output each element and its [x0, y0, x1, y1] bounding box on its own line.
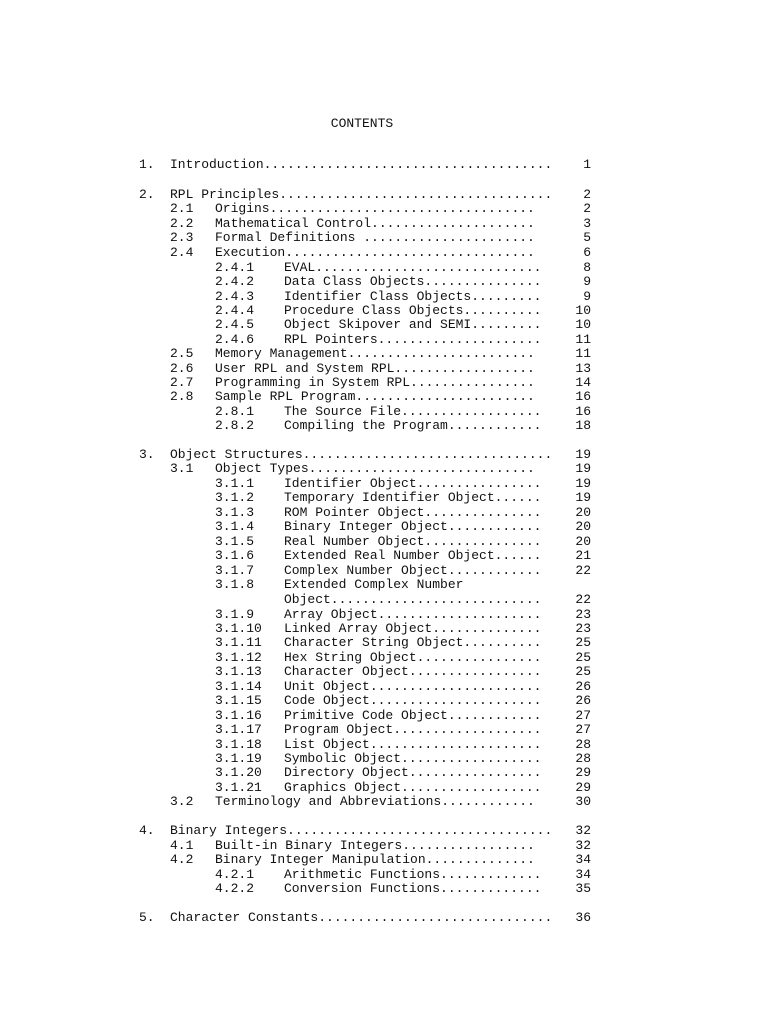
toc-section-number: 3.2	[170, 794, 194, 809]
toc-section-title: Symbolic Object..................	[284, 751, 542, 766]
toc-entry	[0, 231, 600, 246]
toc-section-number: 3.1.21	[215, 780, 262, 795]
toc-entry	[0, 766, 600, 781]
toc-page-number: 26	[575, 679, 591, 694]
toc-page-number: 18	[575, 418, 591, 433]
toc-entry	[0, 578, 600, 593]
toc-section-number: 2.8.1	[215, 404, 255, 419]
toc-section-title: User RPL and System RPL..................	[215, 361, 535, 376]
toc-section-number: 3.1.5	[215, 534, 255, 549]
toc-page-number: 9	[583, 289, 591, 304]
toc-section-title: Temporary Identifier Object......	[284, 490, 542, 505]
toc-section-number: 3.1.3	[215, 505, 255, 520]
toc-section-title: Memory Management........................	[215, 346, 535, 361]
toc-section-title: Hex String Object................	[284, 650, 542, 665]
toc-entry	[0, 462, 600, 477]
toc-section-title: RPL Pointers.....................	[284, 332, 542, 347]
toc-page-number: 20	[575, 519, 591, 534]
toc-section-title: Data Class Objects...............	[284, 274, 542, 289]
toc-entry	[0, 491, 600, 506]
toc-page-number: 1	[583, 157, 591, 172]
toc-section-number: 2.6	[170, 361, 194, 376]
toc-page-number: 11	[575, 332, 591, 347]
toc-page-number: 27	[575, 722, 591, 737]
toc-entry	[0, 723, 600, 738]
toc-page-number: 10	[575, 317, 591, 332]
toc-section-title: Graphics Object..................	[284, 780, 542, 795]
toc-entry	[0, 694, 600, 709]
toc-page-number: 25	[575, 635, 591, 650]
toc-page-number: 2	[583, 187, 591, 202]
toc-section-number: 4.1	[170, 838, 194, 853]
toc-section-number: 5.	[139, 910, 155, 925]
toc-section-number: 3.1.10	[215, 621, 262, 636]
toc-page-number: 19	[575, 490, 591, 505]
toc-section-title: Character Constants..............................	[170, 910, 553, 925]
toc-page-number: 22	[575, 563, 591, 578]
toc-entry	[0, 911, 600, 926]
toc-entry	[0, 549, 600, 564]
toc-section-number: 3.	[139, 447, 155, 462]
toc-section-number: 2.4.6	[215, 332, 255, 347]
toc-section-number: 3.1	[170, 461, 194, 476]
toc-entry	[0, 158, 600, 173]
toc-section-number: 2.3	[170, 230, 194, 245]
toc-page-number: 29	[575, 780, 591, 795]
toc-section-title: Object...........................	[284, 592, 542, 607]
toc-page-number: 11	[575, 346, 591, 361]
toc-section-title: Character String Object..........	[284, 635, 542, 650]
toc-page-number: 34	[575, 852, 591, 867]
toc-section-number: 3.1.2	[215, 490, 255, 505]
toc-section-number: 3.1.7	[215, 563, 255, 578]
toc-page-number: 23	[575, 607, 591, 622]
toc-section-number: 3.1.4	[215, 519, 255, 534]
toc-section-number: 4.2	[170, 852, 194, 867]
toc-section-number: 2.4.5	[215, 317, 255, 332]
toc-page-number: 22	[575, 592, 591, 607]
toc-entry	[0, 593, 600, 608]
toc-section-title: Character Object.................	[284, 664, 542, 679]
toc-section-title: EVAL.............................	[284, 260, 542, 275]
toc-section-number: 3.1.19	[215, 751, 262, 766]
toc-entry	[0, 275, 600, 290]
toc-entry	[0, 795, 600, 810]
toc-section-title: Object Skipover and SEMI.........	[284, 317, 542, 332]
toc-page-number: 16	[575, 389, 591, 404]
toc-section-number: 4.	[139, 823, 155, 838]
toc-entry	[0, 347, 600, 362]
toc-section-number: 2.1	[170, 201, 194, 216]
toc-section-title: Introduction.....................................	[170, 157, 553, 172]
toc-entry	[0, 665, 600, 680]
toc-section-number: 2.4	[170, 245, 194, 260]
toc-page-number: 14	[575, 375, 591, 390]
toc-section-number: 2.2	[170, 216, 194, 231]
toc-entry	[0, 390, 600, 405]
toc-section-number: 2.4.4	[215, 303, 255, 318]
toc-page-number: 35	[575, 881, 591, 896]
toc-entry	[0, 824, 600, 839]
toc-section-title: ROM Pointer Object...............	[284, 505, 542, 520]
toc-entry	[0, 882, 600, 897]
toc-page-number: 36	[575, 910, 591, 925]
toc-section-title: Linked Array Object..............	[284, 621, 542, 636]
contents-heading: CONTENTS	[330, 116, 394, 131]
toc-page-number: 20	[575, 534, 591, 549]
toc-section-number: 3.1.13	[215, 664, 262, 679]
toc-page-number: 32	[575, 838, 591, 853]
toc-entry	[0, 202, 600, 217]
toc-page-number: 6	[583, 245, 591, 260]
toc-section-number: 1.	[139, 157, 155, 172]
toc-page-number: 21	[575, 548, 591, 563]
toc-section-title: Identifier Class Objects.........	[284, 289, 542, 304]
toc-section-title: Built-in Binary Integers.................	[215, 838, 535, 853]
toc-page-number: 34	[575, 867, 591, 882]
toc-page-number: 5	[583, 230, 591, 245]
toc-page-number: 28	[575, 751, 591, 766]
toc-entry	[0, 520, 600, 535]
toc-section-title: Sample RPL Program.......................	[215, 389, 535, 404]
toc-section-number: 3.1.1	[215, 476, 255, 491]
toc-page-number: 16	[575, 404, 591, 419]
toc-section-title: Execution................................	[215, 245, 535, 260]
toc-page-number: 23	[575, 621, 591, 636]
toc-page-number: 19	[575, 447, 591, 462]
toc-section-title: Conversion Functions.............	[284, 881, 542, 896]
toc-section-number: 3.1.6	[215, 548, 255, 563]
toc-section-title: Program Object...................	[284, 722, 542, 737]
toc-section-title: Extended Complex Number	[284, 577, 464, 592]
toc-section-title: Arithmetic Functions.............	[284, 867, 542, 882]
toc-page-number: 10	[575, 303, 591, 318]
toc-section-title: Binary Integers..................................	[170, 823, 553, 838]
toc-section-number: 3.1.14	[215, 679, 262, 694]
toc-page-number: 20	[575, 505, 591, 520]
toc-page-number: 2	[583, 201, 591, 216]
toc-page-number: 8	[583, 260, 591, 275]
toc-section-title: Unit Object......................	[284, 679, 542, 694]
toc-section-title: The Source File..................	[284, 404, 542, 419]
toc-section-number: 2.7	[170, 375, 194, 390]
toc-page-number: 25	[575, 664, 591, 679]
toc-section-number: 3.1.8	[215, 577, 255, 592]
toc-page-number: 30	[575, 794, 591, 809]
toc-section-title: Formal Definitions ......................	[215, 230, 535, 245]
toc-page-number: 9	[583, 274, 591, 289]
toc-section-number: 2.8	[170, 389, 194, 404]
toc-section-title: Procedure Class Objects..........	[284, 303, 542, 318]
toc-section-title: Primitive Code Object............	[284, 708, 542, 723]
toc-page-number: 32	[575, 823, 591, 838]
toc-section-number: 2.4.3	[215, 289, 255, 304]
toc-section-title: RPL Principles...................................	[170, 187, 553, 202]
toc-section-number: 3.1.17	[215, 722, 262, 737]
toc-section-title: Mathematical Control.....................	[215, 216, 535, 231]
toc-page-number: 19	[575, 461, 591, 476]
toc-section-number: 3.1.16	[215, 708, 262, 723]
toc-page-number: 13	[575, 361, 591, 376]
toc-section-number: 2.4.1	[215, 260, 255, 275]
toc-section-title: Identifier Object................	[284, 476, 542, 491]
toc-section-number: 3.1.12	[215, 650, 262, 665]
toc-entry	[0, 636, 600, 651]
toc-page-number: 29	[575, 765, 591, 780]
toc-section-title: Binary Integer Object............	[284, 519, 542, 534]
toc-section-number: 3.1.11	[215, 635, 262, 650]
toc-section-title: Array Object.....................	[284, 607, 542, 622]
toc-section-title: Object Types.............................	[215, 461, 535, 476]
toc-entry	[0, 246, 600, 261]
toc-page-number: 26	[575, 693, 591, 708]
toc-section-title: Directory Object.................	[284, 765, 542, 780]
toc-section-number: 2.	[139, 187, 155, 202]
toc-section-number: 4.2.2	[215, 881, 255, 896]
toc-section-title: List Object......................	[284, 737, 542, 752]
toc-page-number: 28	[575, 737, 591, 752]
toc-section-title: Binary Integer Manipulation..............	[215, 852, 535, 867]
toc-page-number: 3	[583, 216, 591, 231]
toc-section-number: 2.5	[170, 346, 194, 361]
toc-section-number: 3.1.15	[215, 693, 262, 708]
toc-section-number: 2.4.2	[215, 274, 255, 289]
toc-section-title: Terminology and Abbreviations............	[215, 794, 535, 809]
toc-section-title: Real Number Object...............	[284, 534, 542, 549]
toc-section-title: Object Structures................................	[170, 447, 553, 462]
toc-section-title: Extended Real Number Object......	[284, 548, 542, 563]
toc-entry	[0, 318, 600, 333]
toc-entry	[0, 419, 600, 434]
toc-section-number: 4.2.1	[215, 867, 255, 882]
toc-section-number: 3.1.18	[215, 737, 262, 752]
toc-section-title: Complex Number Object............	[284, 563, 542, 578]
toc-section-number: 2.8.2	[215, 418, 255, 433]
toc-entry	[0, 853, 600, 868]
toc-section-title: Programming in System RPL................	[215, 375, 535, 390]
toc-section-title: Code Object......................	[284, 693, 542, 708]
toc-page-number: 25	[575, 650, 591, 665]
toc-section-title: Origins..................................	[215, 201, 535, 216]
toc-section-number: 3.1.20	[215, 765, 262, 780]
toc-section-number: 3.1.9	[215, 607, 255, 622]
toc-page-number: 19	[575, 476, 591, 491]
toc-page-number: 27	[575, 708, 591, 723]
toc-section-title: Compiling the Program............	[284, 418, 542, 433]
